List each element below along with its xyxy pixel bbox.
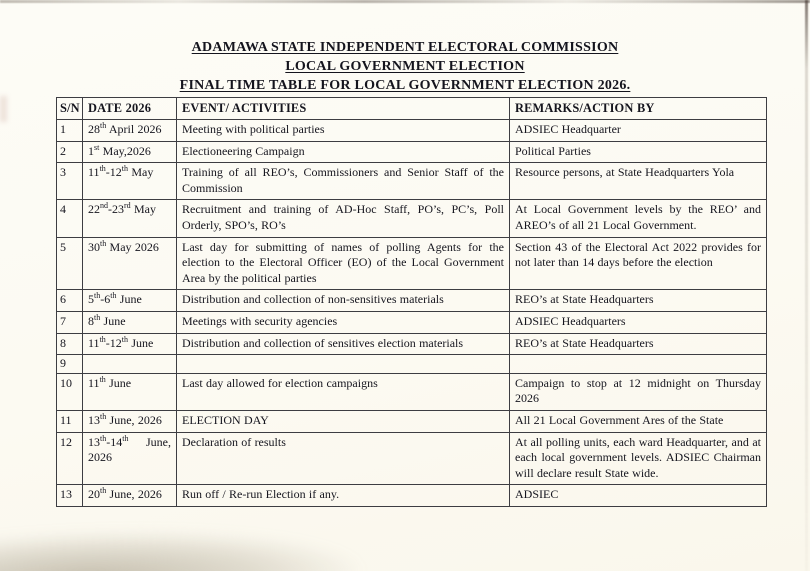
timetable-table	[56, 97, 767, 507]
table-row	[57, 237, 767, 290]
column-header-remarks: REMARKS/ACTION BY	[510, 98, 767, 120]
cell-event: Last day allowed for election campaigns	[177, 373, 510, 410]
cell-sn: 9	[57, 355, 83, 374]
cell-date: 13th-14th June, 2026	[83, 432, 177, 485]
scan-artifact-bottom-shadow	[0, 522, 361, 571]
cell-remarks	[510, 355, 767, 374]
cell-date: 30th May 2026	[83, 237, 177, 290]
table-row	[57, 290, 767, 312]
cell-event: Meetings with security agencies	[177, 312, 510, 334]
cell-sn: 4	[57, 200, 83, 237]
cell-date	[83, 355, 177, 374]
document-header	[0, 39, 810, 95]
table-row	[57, 200, 767, 237]
cell-date: 20th June, 2026	[83, 485, 177, 507]
column-header-event: EVENT/ ACTIVITIES	[177, 98, 510, 120]
cell-date: 1st May,2026	[83, 141, 177, 163]
cell-sn: 12	[57, 432, 83, 485]
table-header-row	[57, 98, 767, 120]
cell-sn: 3	[57, 163, 83, 200]
table-row	[57, 120, 767, 142]
cell-date: 13th June, 2026	[83, 411, 177, 433]
cell-sn: 6	[57, 290, 83, 312]
cell-sn: 11	[57, 411, 83, 433]
cell-date: 11th-12th June	[83, 333, 177, 355]
table-row	[57, 141, 767, 163]
timetable-body	[57, 120, 767, 507]
cell-date: 11th June	[83, 373, 177, 410]
cell-date: 28th April 2026	[83, 120, 177, 142]
cell-remarks: REO’s at State Headquarters	[510, 290, 767, 312]
table-row	[57, 333, 767, 355]
table-row	[57, 355, 767, 374]
cell-date: 11th-12th May	[83, 163, 177, 200]
cell-event: Training of all REO’s, Commissioners and Senior Staff of the Commission	[177, 163, 510, 200]
cell-remarks: REO’s at State Headquarters	[510, 333, 767, 355]
table-row	[57, 485, 767, 507]
document-subtitle: LOCAL GOVERNMENT ELECTION	[285, 58, 525, 74]
cell-remarks: ADSIEC	[510, 485, 767, 507]
cell-remarks: ADSIEC Headquarters	[510, 312, 767, 334]
cell-sn: 10	[57, 373, 83, 410]
cell-event: Last day for submitting of names of polling Agents for the election to the Electoral Officer (EO) of the Local Government Area by the political parties	[177, 237, 510, 290]
cell-sn: 1	[57, 120, 83, 142]
table-row	[57, 163, 767, 200]
cell-sn: 5	[57, 237, 83, 290]
cell-date: 5th-6th June	[83, 290, 177, 312]
cell-sn: 7	[57, 312, 83, 334]
cell-remarks: Campaign to stop at 12 midnight on Thursday 2026	[510, 373, 767, 410]
cell-event: Declaration of results	[177, 432, 510, 485]
scan-artifact-top-edge	[0, 0, 810, 3]
cell-event: Meeting with political parties	[177, 120, 510, 142]
cell-remarks: Section 43 of the Electoral Act 2022 provides for not later than 14 days before the election	[510, 237, 767, 290]
scan-artifact-left-smudge	[0, 96, 7, 122]
cell-event: Distribution and collection of non-sensitives materials	[177, 290, 510, 312]
column-header-sn: S/N	[57, 98, 83, 120]
cell-remarks: All 21 Local Government Ares of the State	[510, 411, 767, 433]
cell-event: Run off / Re-run Election if any.	[177, 485, 510, 507]
document-title: ADAMAWA STATE INDEPENDENT ELECTORAL COMMISSION	[191, 40, 619, 55]
column-header-date: DATE 2026	[83, 98, 177, 120]
cell-date: 8th June	[83, 312, 177, 334]
cell-remarks: At all polling units, each ward Headquarter, and at each local government levels. ADSIEC Chairman will declare result State wide.	[510, 432, 767, 485]
table-row	[57, 373, 767, 410]
cell-date: 22nd-23rd May	[83, 200, 177, 237]
cell-remarks: Resource persons, at State Headquarters Yola	[510, 163, 767, 200]
cell-remarks: Political Parties	[510, 141, 767, 163]
cell-event: ELECTION DAY	[177, 411, 510, 433]
cell-sn: 13	[57, 485, 83, 507]
cell-remarks: ADSIEC Headquarter	[510, 120, 767, 142]
cell-event: Recruitment and training of AD-Hoc Staff, PO’s, PC’s, Poll Orderly, SPO’s, RO’s	[177, 200, 510, 237]
cell-event: Electioneering Campaign	[177, 141, 510, 163]
table-row	[57, 312, 767, 334]
table-row	[57, 432, 767, 485]
cell-event	[177, 355, 510, 374]
cell-sn: 8	[57, 333, 83, 355]
document-subtitle-2: FINAL TIME TABLE FOR LOCAL GOVERNMENT ELECTION 2026.	[179, 77, 631, 93]
cell-event: Distribution and collection of sensitives election materials	[177, 333, 510, 355]
table-row	[57, 411, 767, 433]
cell-remarks: At Local Government levels by the REO’ and AREO’s of all 21 Local Government.	[510, 200, 767, 237]
cell-sn: 2	[57, 141, 83, 163]
